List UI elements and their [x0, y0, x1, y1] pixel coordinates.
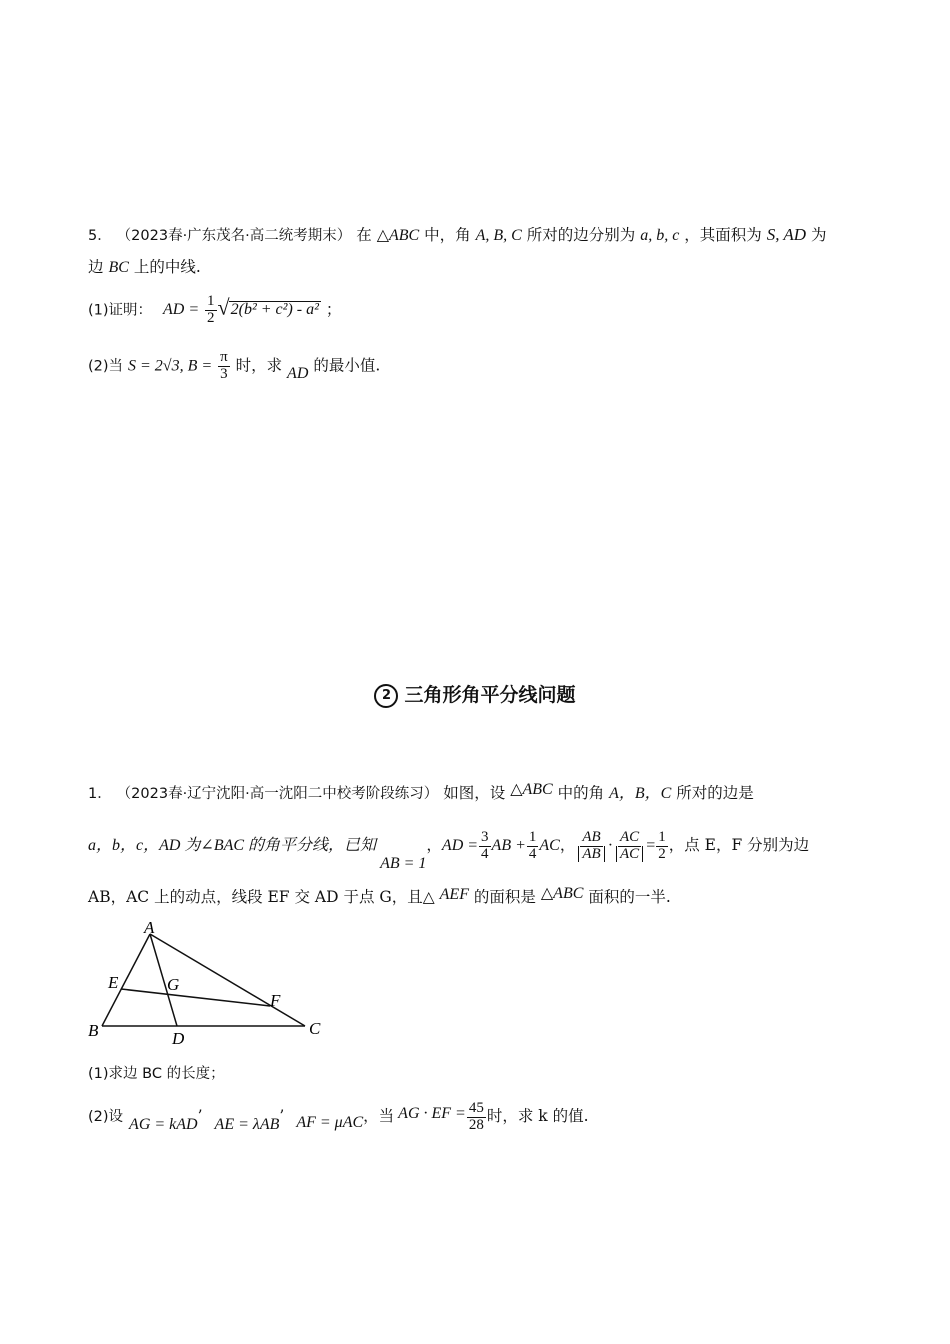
part-label: (1)证明：	[88, 302, 153, 319]
problem1-part2: (2)设 AG = kAD ’ AE = λAB ’ AF = μAC ， 当 AG · EF = $\frac{45}{28}$ 时，求 k 的值.	[88, 1099, 589, 1133]
math: AG · EF =	[398, 1105, 466, 1122]
unit-vector-ac: $\frac{AC}{AC}$	[614, 830, 645, 863]
fraction: $\frac{1}{2}$	[207, 293, 215, 326]
problem1-number: 1．	[88, 786, 112, 802]
text: 时，求	[235, 356, 283, 375]
problem1-line3	[88, 885, 671, 906]
radicand: 2(b² + c²) - a²	[230, 301, 319, 319]
circle-number: 2	[374, 684, 398, 708]
triangle-abc: △ABC	[510, 781, 553, 798]
math: AD	[287, 365, 309, 383]
math: AE = λAB	[214, 1116, 280, 1133]
math: S = 2√3, B =	[127, 357, 213, 375]
section-heading	[0, 680, 950, 708]
fraction: $\frac{1}{4}$	[528, 828, 537, 862]
text: 中的角	[557, 784, 605, 802]
s-ad: S, AD	[766, 225, 807, 244]
angles: A，B，C	[609, 785, 672, 802]
math: AF = μAC	[296, 1114, 364, 1131]
text: ，	[426, 836, 442, 855]
sqrt-sign: √	[217, 294, 230, 320]
text: ，	[559, 836, 576, 855]
text: 边	[88, 258, 104, 276]
part-label: (2)设	[88, 1108, 124, 1125]
text: AB，AC 上的动点，线段 EF 交 AD 于点 G，且△	[88, 888, 435, 906]
fraction: $\frac{\pi}{3}$	[220, 349, 228, 382]
problem1-source: （2023春·辽宁沈阳·高一沈阳二中校考阶段练习）	[116, 786, 439, 802]
label-g: G	[167, 975, 180, 994]
text: 所对的边是	[676, 784, 754, 802]
text: 中，角	[424, 226, 471, 244]
text: 所对的边分别为	[526, 226, 636, 244]
problem1-line2: a，b，c，AD 为∠BAC 的角平分线，已知 AB = 1 ， AD = $\frac{3}{4}$ AB + $\frac{1}{4}$ AC ， $\frac{AB}{AB}$ · $\frac{AC}{AC}$ = $\frac{1}{2}$ ，点 E，F 分别为边	[88, 828, 810, 872]
triangle-abc: △ABC	[376, 227, 420, 244]
math: AC	[539, 837, 560, 854]
triangle-aef: AEF	[439, 886, 469, 903]
problem5-part1	[88, 294, 341, 327]
text: 面积的一半.	[588, 888, 671, 906]
problem5-part2	[88, 350, 380, 383]
problem1-part1	[88, 1066, 225, 1082]
fraction: $\frac{45}{28}$	[468, 1099, 484, 1133]
problem5-line1	[88, 226, 827, 244]
math: AD =	[162, 301, 200, 319]
label-e: E	[108, 973, 119, 992]
part-label: (2)当	[88, 358, 124, 375]
problem1-line1	[88, 781, 754, 802]
unit-vector-ab: $\frac{AB}{AB}$	[576, 830, 606, 863]
sides: a, b, c	[640, 227, 680, 244]
text: 在	[356, 226, 372, 244]
label-b: B	[88, 1021, 99, 1040]
fraction: $\frac{3}{4}$	[481, 828, 489, 862]
label-f: F	[270, 991, 281, 1010]
text: ，	[363, 1107, 379, 1126]
label-a: A	[144, 918, 155, 937]
math-ab: AB = 1	[380, 855, 427, 872]
label-c: C	[309, 1019, 321, 1038]
text: ；	[325, 300, 342, 319]
problem5-source: （2023春·广东茂名·高二统考期末）	[116, 228, 352, 244]
math: AB +	[491, 837, 526, 854]
triangle-figure	[80, 916, 340, 1046]
text: a，b，c，AD 为∠BAC 的角平分线，已知	[88, 837, 377, 854]
side-bc: BC	[108, 259, 129, 276]
text: 上的中线.	[133, 258, 201, 276]
text: 如图，设	[443, 784, 506, 802]
triangle-abc: △ABC	[540, 885, 584, 902]
text: 的最小值.	[313, 356, 381, 375]
fraction: $\frac{1}{2}$	[658, 828, 666, 862]
math: =	[646, 837, 656, 854]
problem5-number: 5．	[88, 228, 112, 244]
text: 为	[811, 226, 827, 244]
section-title: 三角形角平分线问题	[404, 684, 576, 706]
text: 当	[378, 1107, 395, 1126]
angles: A, B, C	[475, 227, 522, 244]
math: AD =	[441, 837, 479, 854]
text: 时，求 k 的值.	[486, 1107, 589, 1126]
problem5-line2	[88, 260, 201, 276]
part-label: (1)求边 BC 的长度；	[88, 1066, 225, 1082]
text: ，其面积为	[684, 226, 762, 244]
text: 的面积是	[473, 888, 536, 906]
text: ，点 E，F 分别为边	[668, 836, 810, 855]
label-d: D	[172, 1029, 185, 1046]
math: AG = kAD	[129, 1116, 198, 1133]
